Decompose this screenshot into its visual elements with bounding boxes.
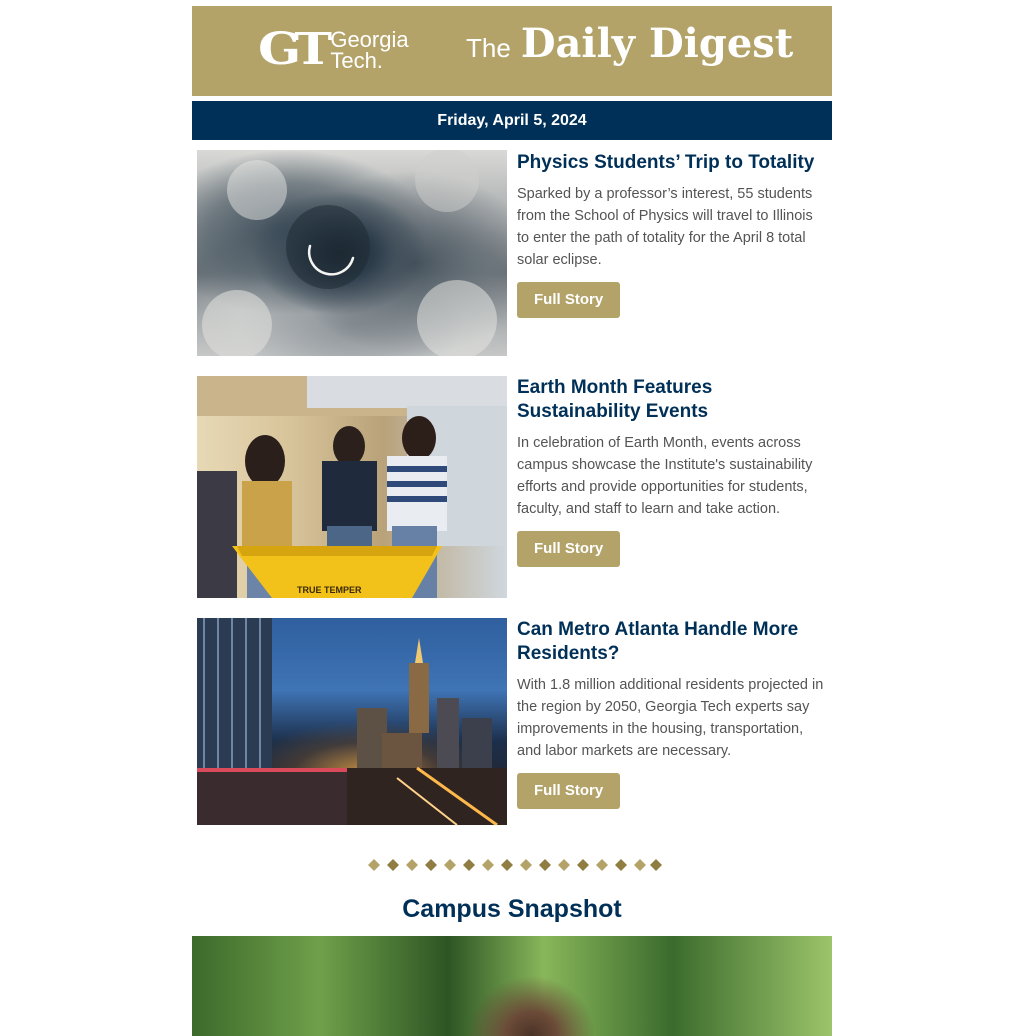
story-summary: In celebration of Earth Month, events across campus showcase the Institute's sustainability efforts and provide opportunities for students, faculty, and staff to learn and take action.	[517, 435, 813, 517]
story-card	[192, 376, 832, 598]
story-card	[192, 150, 832, 356]
story-summary: Sparked by a professor’s interest, 55 students from the School of Physics will travel to Illinois to enter the path of totality for the April 8 total solar eclipse.	[517, 186, 813, 268]
title-prefix: The	[466, 33, 511, 63]
earth-month-photo	[197, 376, 507, 598]
eclipse-crescent-icon	[197, 150, 507, 356]
diamond-divider-icon	[362, 858, 662, 872]
story-image-eclipse[interactable]	[197, 150, 507, 356]
gt-monogram: GT	[258, 24, 326, 75]
title-main: Daily Digest	[520, 20, 794, 67]
campus-snapshot-image[interactable]	[192, 936, 832, 1036]
logo-line-georgia: Georgia	[330, 27, 409, 52]
story-body	[507, 376, 827, 598]
story-body	[507, 150, 827, 356]
full-story-button[interactable]: Full Story	[517, 282, 620, 318]
atlanta-skyline-photo	[197, 618, 507, 825]
story-title[interactable]: Physics Students’ Trip to Totality	[517, 152, 815, 173]
story-title[interactable]: Can Metro Atlanta Handle More Residents?	[517, 619, 799, 664]
full-story-button[interactable]: Full Story	[517, 531, 620, 567]
story-card	[192, 618, 832, 832]
masthead	[192, 6, 832, 96]
story-title[interactable]: Earth Month Features Sustainability Events	[517, 377, 713, 422]
story-image-earth-month[interactable]	[197, 376, 507, 598]
georgia-tech-wordmark	[330, 29, 408, 71]
wheelbarrow-brand-text: TRUE TEMPER	[297, 585, 362, 595]
story-image-atlanta-skyline[interactable]	[197, 618, 507, 825]
logo-line-tech: Tech.	[330, 48, 383, 73]
newsletter-title	[466, 20, 793, 67]
georgia-tech-logo[interactable]	[258, 24, 409, 75]
full-story-button[interactable]: Full Story	[517, 773, 620, 809]
date-bar: Friday, April 5, 2024	[192, 101, 832, 140]
story-body	[507, 618, 827, 832]
campus-snapshot-heading: Campus Snapshot	[402, 895, 622, 923]
story-summary: With 1.8 million additional residents projected in the region by 2050, Georgia Tech experts say improvements in the housing, transportation, and labor markets are necessary.	[517, 677, 824, 759]
email-newsletter	[192, 6, 832, 1036]
